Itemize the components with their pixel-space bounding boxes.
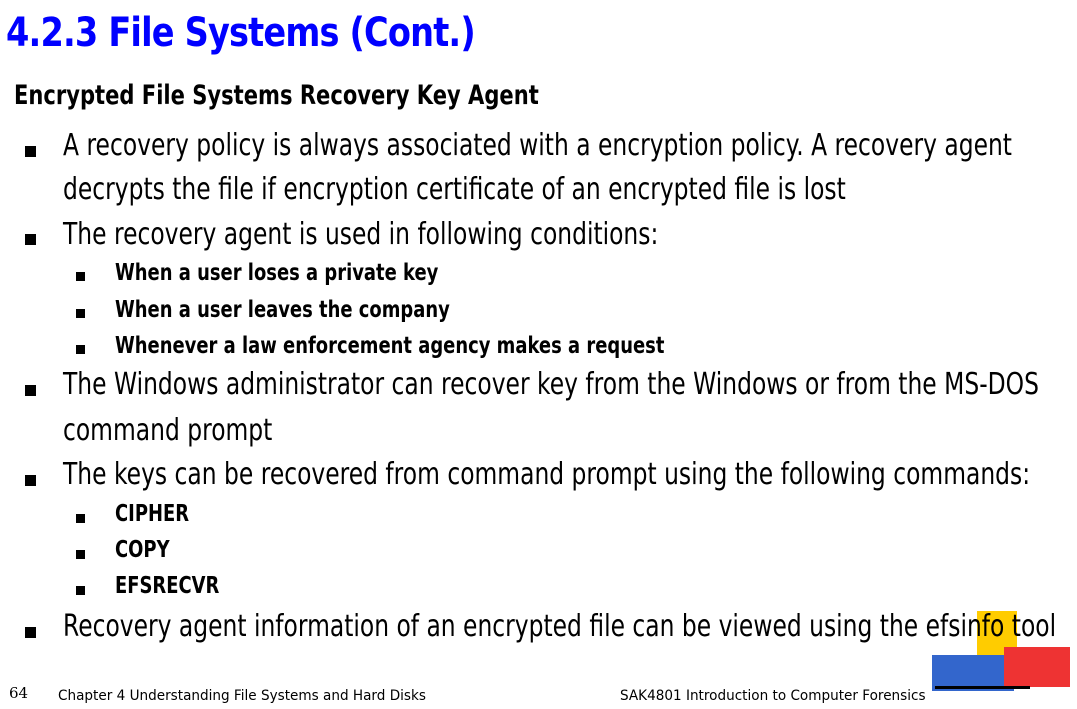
page-number: 64 bbox=[9, 684, 29, 702]
sub-bullet-marker bbox=[76, 272, 85, 281]
footer-course: SAK4801 Introduction to Computer Forensics bbox=[620, 688, 926, 704]
bullet-text: Recovery agent information of an encrypted file can be viewed using the efsinfo tool bbox=[63, 609, 1057, 644]
corner-deco-red bbox=[1004, 647, 1070, 687]
command-text: COPY bbox=[115, 537, 170, 563]
bullet-text: A recovery policy is always associated with a encryption policy. A recovery agent bbox=[63, 128, 1012, 163]
sub-bullet-marker bbox=[76, 514, 85, 523]
condition-text: When a user loses a private key bbox=[115, 260, 439, 286]
bullet-marker bbox=[25, 385, 36, 396]
bullet-text: The recovery agent is used in following conditions: bbox=[63, 217, 659, 252]
corner-deco-line bbox=[935, 686, 1030, 689]
slide-title: 4.2.3 File Systems (Cont.) bbox=[6, 10, 475, 56]
bullet-text: command prompt bbox=[63, 413, 273, 448]
bullet-text: The Windows administrator can recover key from the Windows or from the MS-DOS bbox=[63, 367, 1039, 402]
bullet-marker bbox=[25, 146, 36, 157]
command-text: CIPHER bbox=[115, 501, 190, 527]
sub-bullet-marker bbox=[76, 345, 85, 354]
condition-text: Whenever a law enforcement agency makes a request bbox=[115, 333, 665, 359]
command-text: EFSRECVR bbox=[115, 573, 220, 599]
slide-subtitle: Encrypted File Systems Recovery Key Agent bbox=[14, 80, 539, 111]
footer-chapter: Chapter 4 Understanding File Systems and Hard Disks bbox=[58, 688, 426, 704]
condition-text: When a user leaves the company bbox=[115, 297, 450, 323]
bullet-marker bbox=[25, 475, 36, 486]
sub-bullet-marker bbox=[76, 586, 85, 595]
bullet-marker bbox=[25, 234, 36, 245]
sub-bullet-marker bbox=[76, 550, 85, 559]
bullet-text: decrypts the file if encryption certificate of an encrypted file is lost bbox=[63, 172, 846, 207]
bullet-text: The keys can be recovered from command prompt using the following commands: bbox=[63, 457, 1031, 492]
sub-bullet-marker bbox=[76, 309, 85, 318]
bullet-marker bbox=[25, 627, 36, 638]
